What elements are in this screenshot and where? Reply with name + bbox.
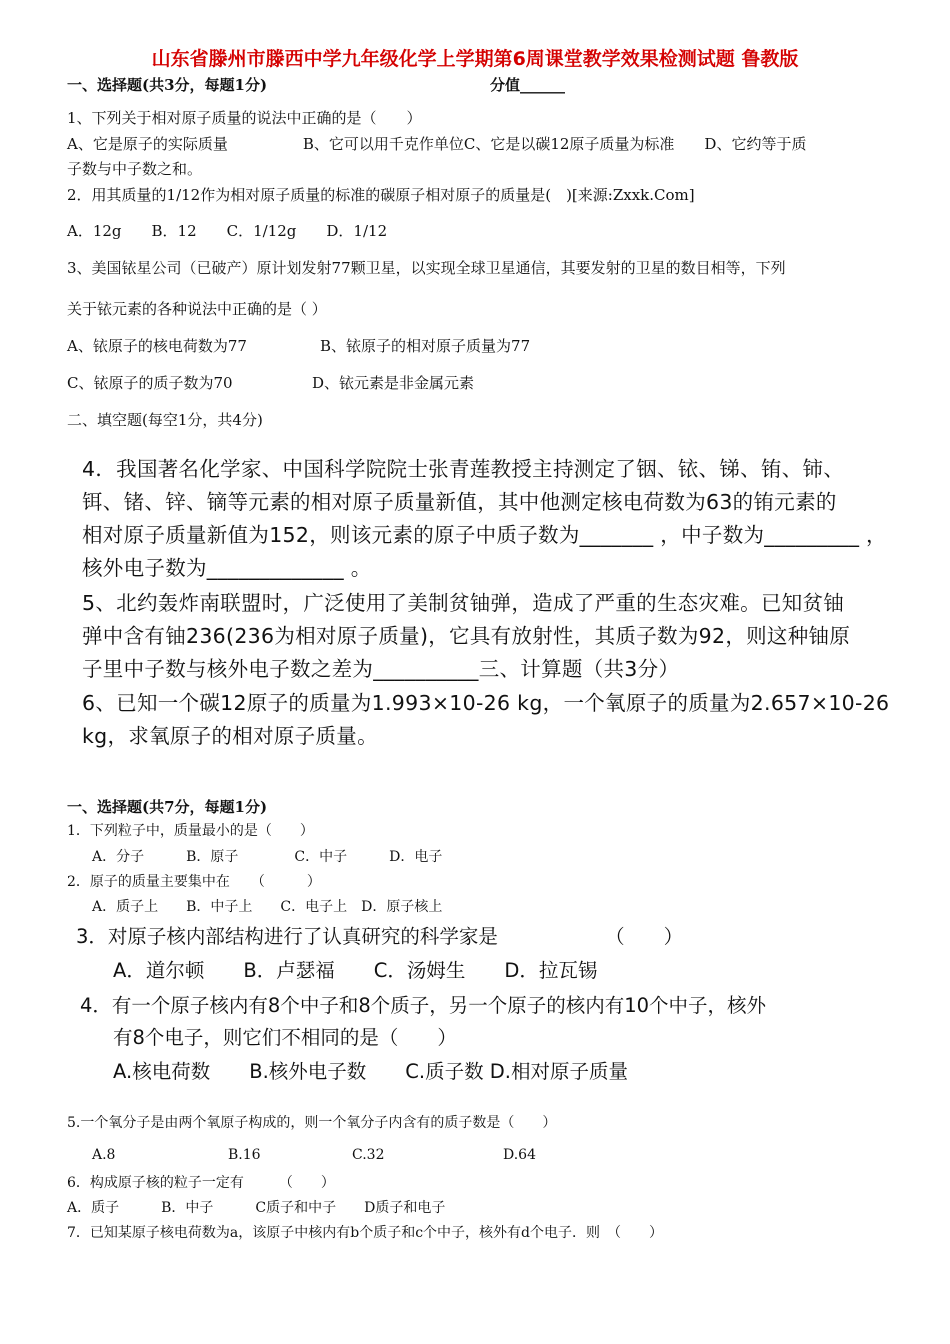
document-title: 山东省滕州市滕西中学九年级化学上学期第6周课堂教学效果检测试题 鲁教版 [151,48,799,70]
p2-question-4-line-1: 4．有一个原子核内有8个中子和8个质子，另一个原子的核内有10个中子，核外 [80,994,767,1017]
question-2-stem: 2．用其质量的1/12作为相对原子质量的标准的碳原子相对原子的质量是( )[来源:Zxxk.Com] [67,186,695,204]
p2-question-1-stem: 1．下列粒子中，质量最小的是（ ） [67,823,314,839]
question-4-line-2: 铒、锗、锌、镝等元素的相对原子质量新值，其中他测定核电荷数为63的铕元素的 [82,490,837,514]
question-5-line-3: 子里中子数与核外电子数之差为__________三、计算题（共3分） [82,657,680,681]
p2-question-3-options: A．道尔顿 B．卢瑟福 C．汤姆生 D．拉瓦锡 [113,959,598,982]
question-3-stem-cont: 关于铱元素的各种说法中正确的是（ ） [67,300,327,318]
p2-question-6-options: A．质子 B．中子 C质子和中子 D质子和电子 [67,1200,446,1216]
p2-question-2-options: A．质子上 B．中子上 C．电子上 D．原子核上 [92,899,443,915]
p2-question-5-option-d: D.64 [503,1147,536,1163]
question-6-line-1: 6、已知一个碳12原子的质量为1.993×10-26 kg，一个氧原子的质量为2.657×10-26 [82,691,890,715]
question-5-line-1: 5、北约轰炸南联盟时，广泛使用了美制贫铀弹，造成了严重的生态灾难。已知贫铀 [82,591,845,615]
question-3-option-d: D、铱元素是非金属元素 [312,374,475,392]
question-5-line-2: 弹中含有铀236(236为相对原子质量)，它具有放射性，其质子数为92，则这种铀原 [82,624,851,648]
question-4-line-3: 相对原子质量新值为152，则该元素的原子中质子数为_______ ，中子数为_________ ， [82,523,887,547]
p2-question-1-options: A．分子 B．原子 C．中子 D．电子 [92,849,443,865]
section-heading-choice: 一、选择题(共3分，每题1分) [67,76,268,94]
p2-question-3-stem: 3．对原子核内部结构进行了认真研究的科学家是 （ ） [76,925,684,948]
question-4-line-1: 4．我国著名化学家、中国科学院院士张青莲教授主持测定了铟、铱、锑、铕、铈、 [82,457,845,481]
question-3-option-c: C、铱原子的质子数为70 [67,374,233,392]
question-4-line-4: 核外电子数为_____________ 。 [82,556,372,580]
section-heading-choice-2: 一、选择题(共7分，每题1分) [67,798,268,816]
question-3-option-b: B、铱原子的相对原子质量为77 [320,337,531,355]
p2-question-4-line-2: 有8个电子，则它们不相同的是（ ） [113,1026,457,1049]
question-6-line-2: kg，求氧原子的相对原子质量。 [82,724,378,748]
p2-question-7-stem: 7．已知某原子核电荷数为a，该原子中核内有b个质子和c个中子，核外有d个电子．则 （ ） [67,1225,664,1241]
p2-question-2-stem: 2．原子的质量主要集中在 （ ） [67,874,321,890]
p2-question-5-option-b: B.16 [228,1147,261,1163]
question-1-options: A、它是原子的实际质量 B、它可以用千克作单位C、它是以碳12原子质量为标准 D、它约等于质 [67,135,807,153]
question-1-stem: 1、下列关于相对原子质量的说法中正确的是（ ） [67,109,422,127]
p2-question-5-option-c: C.32 [352,1147,385,1163]
p2-question-4-options: A.核电荷数 B.核外电子数 C.质子数 D.相对原子质量 [113,1060,628,1083]
question-3-option-a: A、铱原子的核电荷数为77 [67,337,247,355]
p2-question-5-stem: 5.一个氧分子是由两个氧原子构成的，则一个氧分子内含有的质子数是（ ） [67,1115,557,1131]
p2-question-6-stem: 6．构成原子核的粒子一定有 （ ） [67,1175,335,1191]
question-2-options: A．12g B．12 C．1/12g D．1/12 [67,222,388,240]
section-heading-fill: 二、填空题(每空1分，共4分) [67,411,263,429]
question-1-options-cont: 子数与中子数之和。 [67,160,203,178]
score-label: 分值______ [490,76,566,94]
p2-question-5-option-a: A.8 [92,1147,116,1163]
question-3-stem: 3、美国铱星公司（已破产）原计划发射77颗卫星，以实现全球卫星通信，其要发射的卫星的数目相等，下列 [67,259,786,277]
